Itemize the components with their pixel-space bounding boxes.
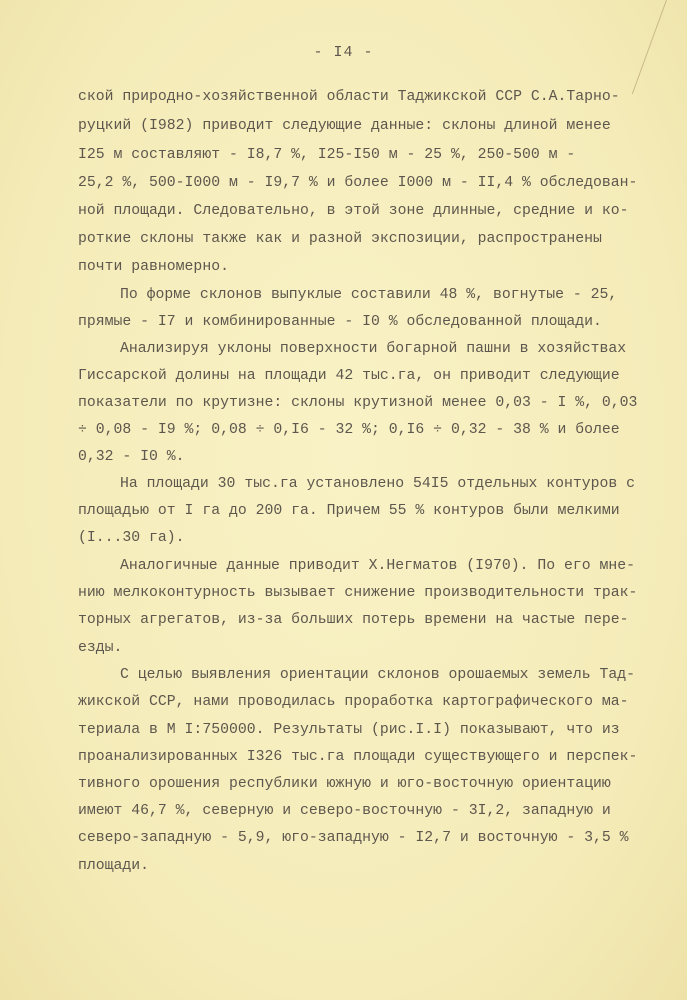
text-line: Аналогичные данные приводит Х.Негматов (I970). По его мне- (120, 558, 636, 574)
text-line: 0,32 - I0 %. (78, 449, 185, 465)
text-line: роткие склоны также как и разной экспозиции, распространены (78, 231, 602, 247)
text-line: Гиссарской долины на площади 42 тыс.га, он приводит следующие (78, 368, 620, 384)
text-line: площади. (78, 858, 150, 874)
text-line: площадью от I га до 200 га. Причем 55 % контуров были мелкими (78, 503, 620, 519)
text-line: торных агрегатов, из-за больших потерь времени на частые пере- (78, 612, 629, 628)
text-line: почти равномерно. (78, 259, 229, 275)
text-line: жикской ССР, нами проводилась проработка картографического ма- (78, 694, 629, 710)
text-line: С целью выявления ориентации склонов орошаемых земель Тад- (120, 667, 636, 683)
text-line: I25 м составляют - I8,7 %, I25-I50 м - 25 %, 250-500 м - (78, 147, 576, 163)
text-line: По форме склонов выпуклые составили 48 %, вогнутые - 25, (120, 287, 618, 303)
text-line: териала в М I:750000. Результаты (рис.I.I) показывают, что из (78, 722, 620, 738)
page-number: - I4 - (313, 44, 374, 61)
text-line: (I...30 га). (78, 530, 185, 546)
text-line: ÷ 0,08 - I9 %; 0,08 ÷ 0,I6 - 32 %; 0,I6 ÷ 0,32 - 38 % и более (78, 422, 620, 438)
text-line: руцкий (I982) приводит следующие данные: склоны длиной менее (78, 118, 611, 134)
text-line: показатели по крутизне: склоны крутизной менее 0,03 - I %, 0,03 (78, 395, 638, 411)
text-line: прямые - I7 и комбинированные - I0 % обследованной площади. (78, 314, 602, 330)
text-line: имеют 46,7 %, северную и северо-восточную - 3I,2, западную и (78, 803, 611, 819)
text-line: северо-западную - 5,9, юго-западную - I2,7 и восточную - 3,5 % (78, 830, 629, 846)
text-line: ной площади. Следовательно, в этой зоне длинные, средние и ко- (78, 203, 629, 219)
text-line: нию мелкоконтурность вызывает снижение производительности трак- (78, 585, 638, 601)
text-line: ской природно-хозяйственной области Таджикской ССР С.А.Тарно- (78, 89, 620, 105)
text-line: проанализированных I326 тыс.га площади существующего и перспек- (78, 749, 638, 765)
text-line: На площади 30 тыс.га установлено 54I5 отдельных контуров с (120, 476, 636, 492)
text-line: езды. (78, 640, 123, 656)
text-line: Анализируя уклоны поверхности богарной пашни в хозяйствах (120, 341, 627, 357)
text-line: тивного орошения республики южную и юго-восточную ориентацию (78, 776, 611, 792)
text-line: 25,2 %, 500-I000 м - I9,7 % и более I000 м - II,4 % обследован- (78, 175, 638, 191)
